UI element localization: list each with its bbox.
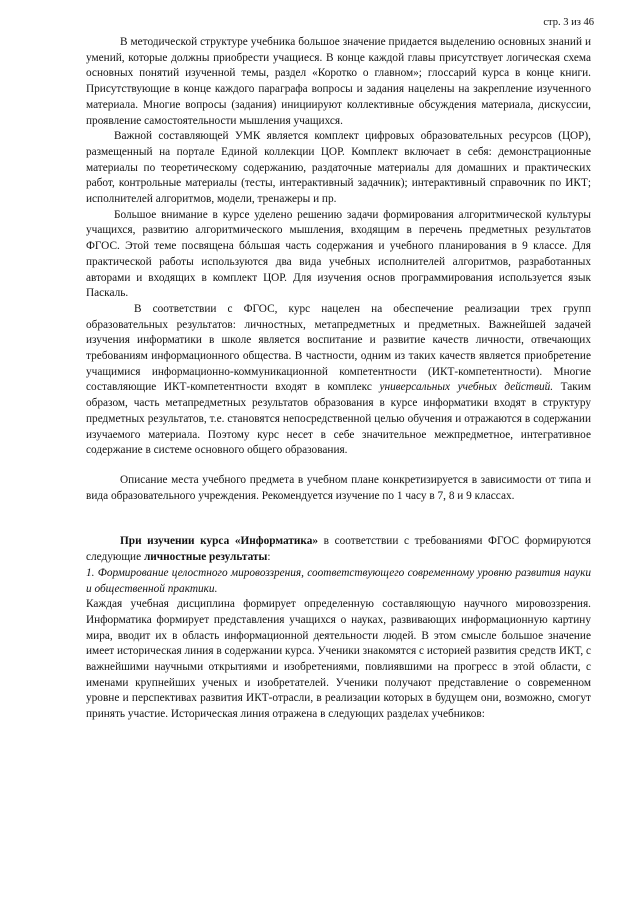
- paragraph-algorithmic-culture: Большое внимание в курсе уделено решению задачи формирования алгоритмической культуры учащихся, развитию алгоритмического мышления, входящим в перечень предметных результатов ФГОС. Этой теме посвящена бóльшая часть содержания и учебного планирования в 9 классе. Для практической работы используются два вида учебных исполнителей алгоритмов, разработанных авторами и входящих в комплект ЦОР. Для изучения основ программирования используется язык Паскаль.: [86, 208, 591, 300]
- intro-text-mid: в соответствии с требованиями ФГОС формируются следующие: [86, 535, 591, 564]
- spacer: [86, 459, 591, 473]
- intro-text-end: :: [267, 551, 271, 564]
- document-body: [86, 35, 591, 723]
- paragraph-historical-line: Каждая учебная дисциплина формирует определенную составляющую научного мировоззрения. Информатика формирует представления учащихся о науках, развивающих информационную картину мира, вводит их в область информационной деятельности людей. В этом смысле большое значение имеет историческая линия в содержании курса. Ученики знакомятся с историей развития средств ИКТ, с важнейшими научными открытиями и изобретениями, повлиявшими на прогресс в этой области, с именами крупнейших ученых и изобретателей. Ученики получают представление о современном уровне и перспективах развития ИКТ-отрасли, в реализации которых в будущем они, возможно, смогут принять участие. Историческая линия отражена в следующих разделах учебников:: [86, 598, 591, 721]
- course-study-bold: При изучении курса «Информатика»: [120, 535, 319, 548]
- paragraph-fgos-text-after: Таким образом, часть метапредметных результатов образования в курсе информатики входят в структуру предметных результатов, т.е. становятся непосредственной целью обучения и отражаются в содержании изучаемого материала. Поэтому курс несет в себе значительное межпредметное, интегративное содержание в системе основного общего образования.: [86, 381, 591, 457]
- paragraph-fgos-text-before: В соответствии с ФГОС, курс нацелен на обеспечение реализации трех групп образовательных результатов: личностных, метапредметных и предметных. Важнейшей задачей изучения информатики в школе является воспитание и развитие качеств личности, отвечающих требованиям информационного общества. В частности, одним из таких качеств является приобретение учащимися информационно-коммуникационной компетентности (ИКТ-компетентности). Многие составляющие ИКТ-компетентности входят в комплекс: [86, 302, 591, 394]
- paragraph-fgos-results: [86, 302, 591, 459]
- list-item-worldview: 1. Формирование целостного мировоззрения, соответствующего современному уровню развития науки и общественной практики.: [86, 566, 591, 595]
- paragraph-curriculum-place: Описание места учебного предмета в учебном плане конкретизируется в зависимости от типа и вида образовательного учреждения. Рекомендуется изучение по 1 часу в 7, 8 и 9 классах.: [86, 473, 591, 502]
- page-number: стр. 3 из 46: [543, 17, 594, 28]
- paragraph-digital-resources: Важной составляющей УМК является комплект цифровых образовательных ресурсов (ЦОР), размещенный на портале Единой коллекции ЦОР. Комплект включает в себя: демонстрационные материалы по теоретическому содержанию, раздаточные материалы для домашних и практических работ, контрольные материалы (тесты, интерактивный задачник); интерактивный справочник по ИКТ; исполнителей алгоритмов, модели, тренажеры и пр.: [86, 130, 591, 206]
- paragraph-personal-results-intro: [86, 534, 591, 565]
- personal-results-bold: личностные результаты: [143, 551, 268, 564]
- paragraph-fgos-italic-term: универсальных учебных действий.: [379, 381, 554, 394]
- spacer: [86, 504, 591, 534]
- paragraph-textbook-structure: В методической структуре учебника большое значение придается выделению основных знаний и умений, которые должны приобрести учащиеся. В конце каждой главы присутствует логическая схема основных понятий изученной темы, раздел «Коротко о главном»; глоссарий курса в конце книги. Присутствующие в конце каждого параграфа вопросы и задания нацелены на закрепление изученного материала. Многие вопросы (задания) инициируют коллективные обсуждения материала, дискуссии, проявление самостоятельности мышления учащихся.: [86, 36, 591, 127]
